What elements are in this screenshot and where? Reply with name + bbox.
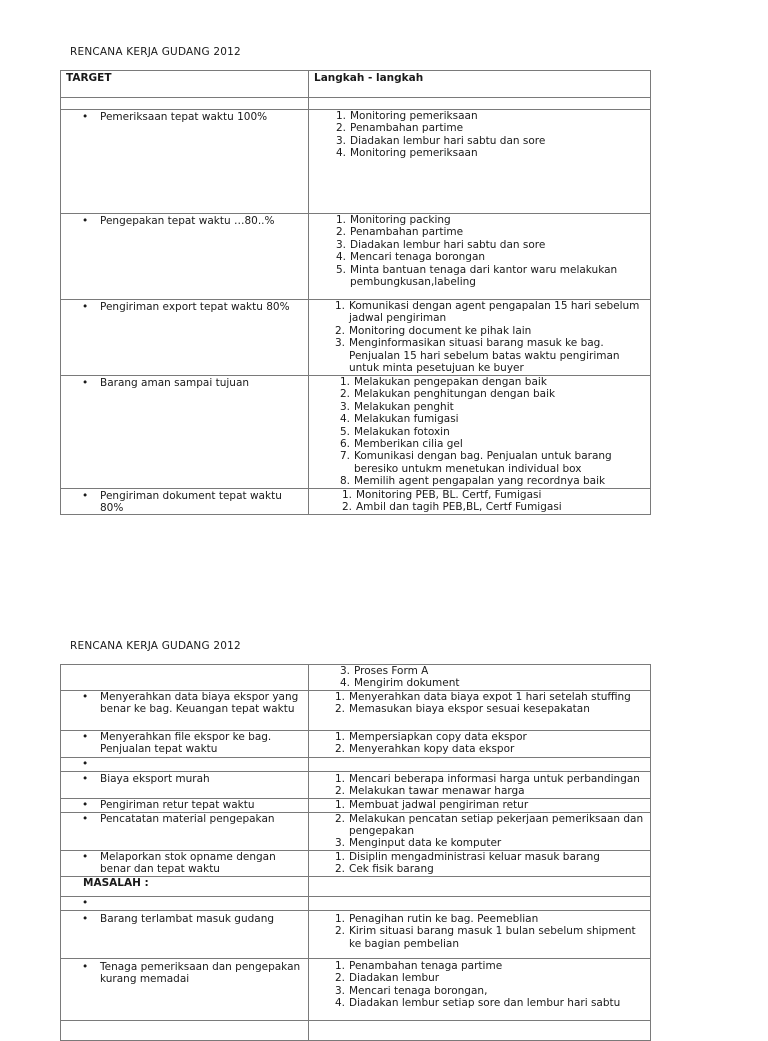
step-item: 1. Penambahan tenaga partime [334,959,503,972]
step-item: 1. Monitoring PEB, BL. Certf, Fumigasi [341,488,542,501]
target-item: • Pencatatan material pengepakan [61,813,308,825]
step-item: 3. Melakukan penghit [339,400,454,413]
step-item: 1. Mempersiapkan copy data ekspor [334,730,527,743]
step-item: 3. Diadakan lembur hari sabtu dan sore [335,134,546,147]
target-item: • Menyerahkan data biaya ekspor yang benar ke bag. Keuangan tepat waktu [61,691,308,716]
table-row [61,488,651,515]
step-item: 2. Penambahan partime [335,122,464,135]
table-row [61,771,651,798]
target-item: • Pengiriman retur tepat waktu [61,799,308,811]
target-item: • Pengiriman export tepat waktu 80% [61,301,308,313]
step-item: 1. Membuat jadwal pengiriman retur [334,798,529,811]
step-item: 1. Melakukan pengepakan dengan baik [339,376,547,388]
target-item [61,758,308,770]
step-item: 1. Menyerahkan data biaya expot 1 hari setelah stuffing [334,690,631,703]
step-item: 2. Kirim situasi barang masuk 1 bulan sebelum shipment ke bagian pembelian [334,925,636,950]
table-row [61,376,651,489]
table-row [61,110,651,214]
step-item: 3. Mencari tenaga borongan, [334,984,488,997]
table-row [61,214,651,300]
target-item [61,897,308,909]
step-item: 2. Monitoring document ke pihak lain [334,324,532,337]
table-row [61,958,651,1020]
page2-table [60,664,651,1041]
step-item: 1. Komunikasi dengan agent pengapalan 15 hari sebelum jadwal pengiriman [334,300,640,325]
step-item: 2. Diadakan lembur [334,972,440,985]
table-row [61,910,651,958]
target-item: • Melaporkan stok opname dengan benar dan tepat waktu [61,851,308,876]
step-item: 8. Memilih agent pengapalan yang recordnya baik [339,475,606,488]
target-item: • Tenaga pemeriksaan dan pengepakan kurang memadai [61,961,308,986]
step-item: 4. Mengirim dokument [339,677,460,690]
step-item: 1. Monitoring pemeriksaan [335,110,478,122]
step-item: 2. Penambahan partime [335,226,464,239]
table-row [61,1020,651,1040]
step-item: 1. Disiplin mengadministrasi keluar masuk barang [334,850,600,863]
step-item: 5. Melakukan fotoxin [339,425,450,438]
table-row [61,300,651,376]
table-row [61,690,651,730]
step-item: 2. Memasukan biaya ekspor sesuai kesepakatan [334,703,590,716]
target-item: • Barang aman sampai tujuan [61,377,308,389]
step-item: 6. Memberikan cilia gel [339,438,463,451]
step-item: 2. Melakukan pencatan setiap pekerjaan pemeriksaan dan pengepakan [334,812,644,838]
step-item: 3. Proses Form A [339,665,429,677]
step-item: 2. Melakukan penghitungan dengan baik [339,388,556,401]
step-item: 3. Menginformasikan situasi barang masuk ke bag. Penjualan 15 hari sebelum batas waktu pengiriman untuk minta pesetujuan ke buyer [334,337,620,375]
header-langkah: Langkah - langkah [309,71,651,98]
step-item: 2. Ambil dan tagih PEB,BL, Certf Fumigasi [341,501,562,514]
page1-table [60,70,651,515]
table-row [61,730,651,757]
step-item: 4. Diadakan lembur setiap sore dan lembur hari sabtu [334,997,621,1010]
step-item: 1. Monitoring packing [335,214,451,226]
step-item: 3. Diadakan lembur hari sabtu dan sore [335,238,546,251]
table-row [61,757,651,771]
step-item: 1. Penagihan rutin ke bag. Peemeblian [334,912,539,925]
step-item: 4. Mencari tenaga borongan [335,251,486,264]
page1-title: RENCANA KERJA GUDANG 2012 [70,46,241,58]
masalah-heading: MASALAH : [61,876,309,896]
table-row [61,798,651,812]
step-item: 4. Monitoring pemeriksaan [335,147,478,160]
step-item: 2. Cek fisik barang [334,863,434,876]
target-item: • Pemeriksaan tepat waktu 100% [61,111,308,123]
target-item: • Barang terlambat masuk gudang [61,913,308,925]
header-target: TARGET [61,71,309,98]
table-row [61,98,651,110]
target-item: • Pengiriman dokument tepat waktu 80% [61,490,308,515]
step-item: 2. Melakukan tawar menawar harga [334,785,525,798]
step-item: 2. Menyerahkan kopy data ekspor [334,743,515,756]
step-item: 3. Menginput data ke komputer [334,837,502,850]
target-item: • Menyerahkan file ekspor ke bag. Penjualan tepat waktu [61,731,308,756]
target-item: • Biaya eksport murah [61,773,308,785]
step-item: 4. Melakukan fumigasi [339,413,459,426]
step-item: 1. Mencari beberapa informasi harga untuk perbandingan [334,772,640,785]
masalah-row [61,876,651,896]
table-row [61,812,651,850]
table-row [61,850,651,876]
step-item: 7. Komunikasi dengan bag. Penjualan untuk barang beresiko untukm menetukan individual box [339,450,612,475]
table-header-row [61,71,651,98]
table-row [61,665,651,691]
step-item: 5. Minta bantuan tenaga dari kantor waru melakukan pembungkusan,labeling [335,263,618,289]
page2-title: RENCANA KERJA GUDANG 2012 [70,640,241,652]
target-item: • Pengepakan tepat waktu …80..% [61,215,308,227]
table-row [61,896,651,910]
